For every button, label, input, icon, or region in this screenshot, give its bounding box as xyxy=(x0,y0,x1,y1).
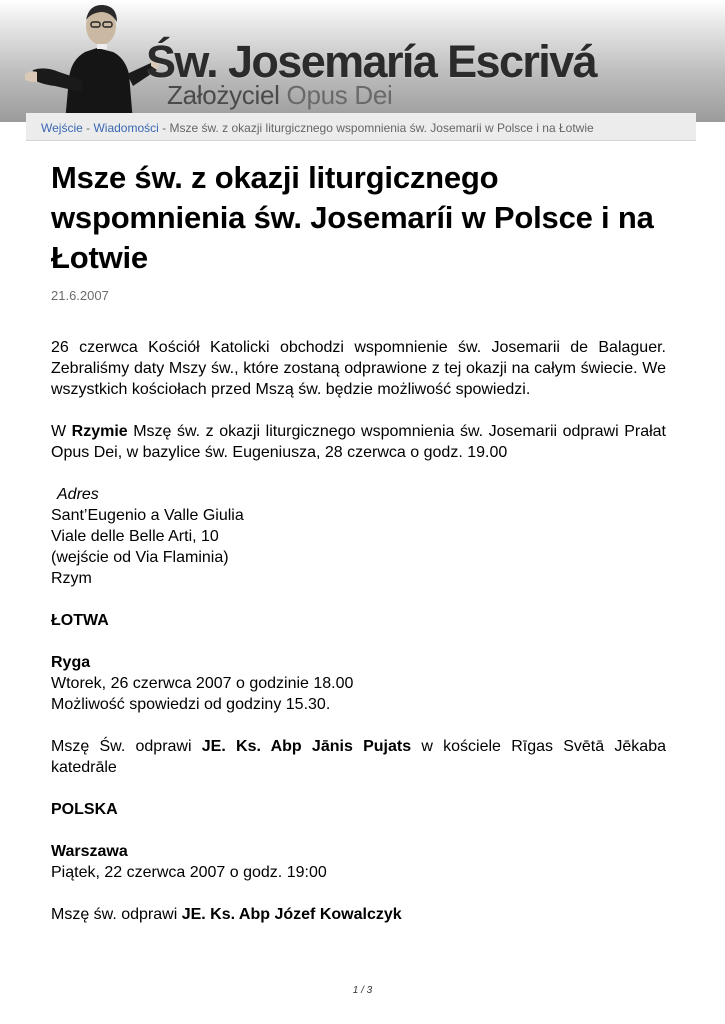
riga-date: Wtorek, 26 czerwca 2007 o godzinie 18.00 xyxy=(51,675,354,692)
article-date: 21.6.2007 xyxy=(51,288,109,303)
breadcrumb-news-link[interactable]: Wiadomości xyxy=(93,121,159,135)
page-number: 1 / 3 xyxy=(352,985,373,996)
warsaw-celebrant: JE. Ks. Abp Józef Kowalczyk xyxy=(181,906,402,923)
latvia-heading xyxy=(51,610,666,631)
breadcrumb xyxy=(26,113,696,141)
intro-paragraph: 26 czerwca Kościół Katolicki obchodzi wspomnienie św. Josemarii de Balaguer. Zebraliśmy daty Mszy św., które zostaną odprawione z tej okazji na całym świecie. We wszystkich kościołach przed Mszą św. będzie możliwość spowiedzi. xyxy=(51,339,666,398)
breadcrumb-separator: - xyxy=(82,121,94,135)
breadcrumb-current: Msze św. z okazji liturgicznego wspomnienia św. Josemarii w Polsce i na Łotwie xyxy=(169,121,594,135)
subtitle-opus-dei: Opus Dei xyxy=(286,80,393,110)
warsaw-date: Piątek, 22 czerwca 2007 o godz. 19:00 xyxy=(51,864,327,881)
article-title: Msze św. z okazji liturgicznego wspomnienia św. Josemaríi w Polsce i na Łotwie xyxy=(51,160,654,275)
address-line: Sant’Eugenio a Valle Giulia xyxy=(51,507,244,524)
address-line: Rzym xyxy=(51,570,92,587)
site-title: Św. Josemaría Escrivá xyxy=(146,36,597,87)
riga-mass-post: w kościele Rīgas Svētā Jēkaba katedrāle xyxy=(51,738,666,776)
riga-city xyxy=(51,652,666,673)
site-subtitle xyxy=(167,80,393,111)
address-line: (wejście od Via Flaminia) xyxy=(51,549,229,566)
warsaw-city-text: Warszawa xyxy=(51,843,128,860)
address-line: Viale delle Belle Arti, 10 xyxy=(51,528,219,545)
riga-celebrant: JE. Ks. Abp Jānis Pujats xyxy=(201,738,412,755)
breadcrumb-home-link[interactable]: Wejście xyxy=(41,121,83,135)
rome-text-pre: W xyxy=(51,423,72,440)
founder-portrait-image xyxy=(25,0,160,122)
warsaw-mass-pre: Mszę św. odprawi xyxy=(51,906,182,923)
rome-city: Rzymie xyxy=(71,423,128,440)
subtitle-founder: Założyciel xyxy=(167,80,280,110)
rome-text-post: Mszę św. z okazji liturgicznego wspomnienia św. Josemarii odprawi Prałat Opus Dei, w bazylice św. Eugeniusza, 28 czerwca o godz. 19.00 xyxy=(51,423,667,461)
address-label: Adres xyxy=(57,486,99,503)
warsaw-city xyxy=(51,841,666,862)
latvia-heading-text: ŁOTWA xyxy=(51,612,109,629)
article-body xyxy=(51,337,666,925)
article xyxy=(51,158,666,925)
warsaw-mass-paragraph xyxy=(51,904,666,925)
riga-confession: Możliwość spowiedzi od godziny 15.30. xyxy=(51,696,331,713)
site-header xyxy=(0,0,725,122)
riga-city-text: Ryga xyxy=(51,654,91,671)
rome-paragraph xyxy=(51,421,666,463)
poland-heading-text: POLSKA xyxy=(51,801,118,818)
breadcrumb-separator: - xyxy=(158,121,170,135)
riga-mass-paragraph xyxy=(51,736,666,778)
riga-mass-pre: Mszę Św. odprawi xyxy=(51,738,202,755)
poland-heading xyxy=(51,799,666,820)
